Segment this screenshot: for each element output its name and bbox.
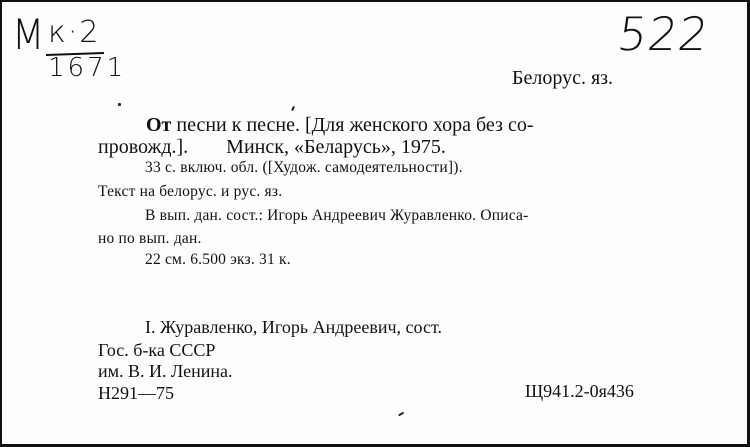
imprint: Минск, «Беларусь», 1975. [226, 136, 446, 158]
entry-line-4: Текст на белорус. и рус. яз. [98, 183, 283, 200]
ink-speck [398, 412, 404, 416]
handwritten-number: 522 [614, 7, 713, 61]
handwritten-shelf-top: к·2 [48, 15, 101, 50]
title-line-1: песни к песне. [Для женского хора без со- [171, 114, 534, 136]
classification-code: Щ941.2-0я436 [525, 381, 634, 401]
entry-line-2 [98, 137, 446, 157]
title-line-2-part1: провожд.]. [98, 136, 189, 158]
title-first-word: От [146, 114, 172, 136]
card-number: Н291—75 [98, 383, 174, 403]
language-note: Белорус. яз. [512, 67, 614, 89]
ink-speck [291, 106, 295, 111]
entry-line-6: но по вып. дан. [98, 230, 202, 247]
entry-line-1 [146, 115, 534, 135]
entry-line-3: 33 с. включ. обл. ([Худож. самодеятельности]). [145, 159, 463, 176]
handwritten-shelf-bottom: 1671 [48, 53, 127, 83]
entry-line-7: 22 см. 6.500 экз. 31 к. [145, 251, 291, 268]
library-name: Гос. б-ка СССР [98, 340, 216, 360]
ink-speck [118, 103, 121, 106]
library-name-line-2: им. В. И. Ленина. [98, 361, 233, 381]
handwritten-letter: М [11, 10, 45, 59]
entry-line-5: В вып. дан. сост.: Игорь Андреевич Журавленко. Описа- [145, 207, 529, 224]
tracing-line: I. Журавленко, Игорь Андреевич, сост. [145, 317, 442, 337]
